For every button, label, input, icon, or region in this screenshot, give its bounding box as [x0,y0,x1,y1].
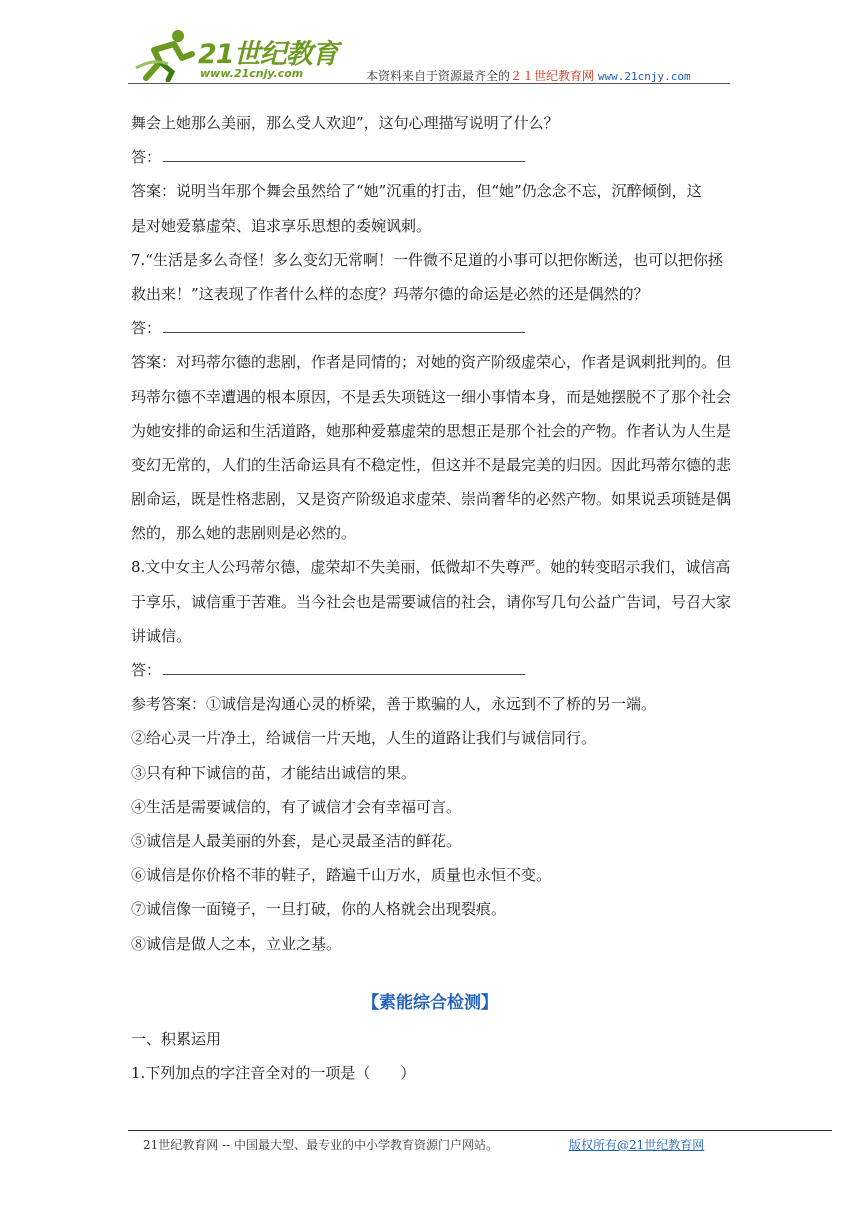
header-divider [128,83,730,84]
footer-copyright-link[interactable]: 版权所有@21世纪教育网 [569,1138,705,1152]
header-note [366,67,691,84]
header-url-link[interactable]: www.21cnjy.com [597,70,691,83]
logo-url: www.21cnjy.com [200,67,304,80]
answer-label: 答： [131,319,162,338]
header-site-link[interactable]: ２１世纪教育网 [510,69,595,83]
logo-text: 21世纪教育 [198,39,338,70]
answer-line [131,140,735,174]
text-line: 是对她爱慕虚荣、追求享乐思想的委婉讽刺。 [131,216,432,235]
page-header [128,22,730,86]
footer-text: 21世纪教育网 -- 中国最大型、最专业的中小学教育资源门户网站。 [143,1138,499,1152]
text-line: 变幻无常的，人们的生活命运具有不稳定性，但这并不是最完美的归因。因此玛蒂尔德的悲 [131,455,732,474]
reference-answer-line: 参考答案：①诚信是沟通心灵的桥梁，善于欺骗的人，永远到不了桥的另一端。 [131,695,657,714]
exercise-question-1: 1.下列加点的字注音全对的一项是（ ） [131,1064,416,1083]
footer-divider [128,1130,832,1131]
answer-label: 答： [131,661,162,679]
running-figure-icon [134,28,196,82]
exercise-heading: 一、积累运用 [131,1030,222,1048]
main-content [131,106,735,961]
reference-answer-line: ⑥诚信是你价格不菲的鞋子，踏遍千山万水，质量也永恒不变。 [131,866,552,885]
text-line: 然的，那么她的悲剧则是必然的。 [131,524,357,543]
answer-label: 答： [131,148,162,167]
answer-line [131,311,735,345]
question-8: 8.文中女主人公玛蒂尔德，虚荣却不失美丽，低微却不失尊严。她的转变昭示我们，诚信高 [131,558,731,577]
text-line: 救出来！”这表现了作者什么样的态度？玛蒂尔德的命运是必然的还是偶然的？ [131,284,649,303]
answer-blank[interactable] [163,161,525,162]
reference-answer-line: ④生活是需要诚信的，有了诚信才会有幸福可言。 [131,797,462,816]
text-line: 答案：说明当年那个舞会虽然给了“她”沉重的打击，但“她”仍念念不忘，沉醉倾倒，这 [131,182,702,201]
reference-answer-line: ⑧诚信是做人之本，立业之基。 [131,934,342,953]
question-7: 7.“生活是多么奇怪！多么变幻无常啊！一件微不足道的小事可以把你断送，也可以把你拯 [131,250,723,269]
text-line: 答案：对玛蒂尔德的悲剧，作者是同情的；对她的资产阶级虚荣心，作者是讽刺批判的。但 [131,353,732,372]
reference-answer-line: ⑤诚信是人最美丽的外套，是心灵最圣洁的鲜花。 [131,831,462,850]
text-line: 舞会上她那么美丽，那么受人欢迎”，这句心理描写说明了什么？ [131,114,559,132]
text-line: 为她安排的命运和生活道路，她那种爱慕虚荣的思想正是那个社会的产物。作者认为人生是 [131,421,732,440]
answer-blank[interactable] [163,332,525,333]
reference-answer-line: ③只有种下诚信的苗，才能结出诚信的果。 [131,763,417,782]
reference-answer-line: ②给心灵一片净土，给诚信一片天地，人生的道路让我们与诚信同行。 [131,729,597,748]
text-line: 讲诚信。 [131,626,192,645]
section-title: 【素能综合检测】 [362,993,498,1013]
answer-blank[interactable] [163,674,525,675]
site-logo[interactable] [134,28,344,84]
header-note-prefix: 本资料来自于资源最齐全的 [366,69,511,83]
reference-answer-line: ⑦诚信像一面镜子，一旦打破，你的人格就会出现裂痕。 [131,900,507,919]
answer-line [131,653,735,687]
exercise-section [131,1022,735,1090]
text-line: 于享乐，诚信重于苦难。当今社会也是需要诚信的社会，请你写几句公益广告词，号召大家 [131,592,732,611]
text-line: 剧命运，既是性格悲剧，又是资产阶级追求虚荣、崇尚奢华的必然产物。如果说丢项链是偶 [131,490,732,509]
text-line: 玛蒂尔德不幸遭遇的根本原因，不是丢失项链这一细小事情本身，而是她摆脱不了那个社会 [131,387,732,406]
